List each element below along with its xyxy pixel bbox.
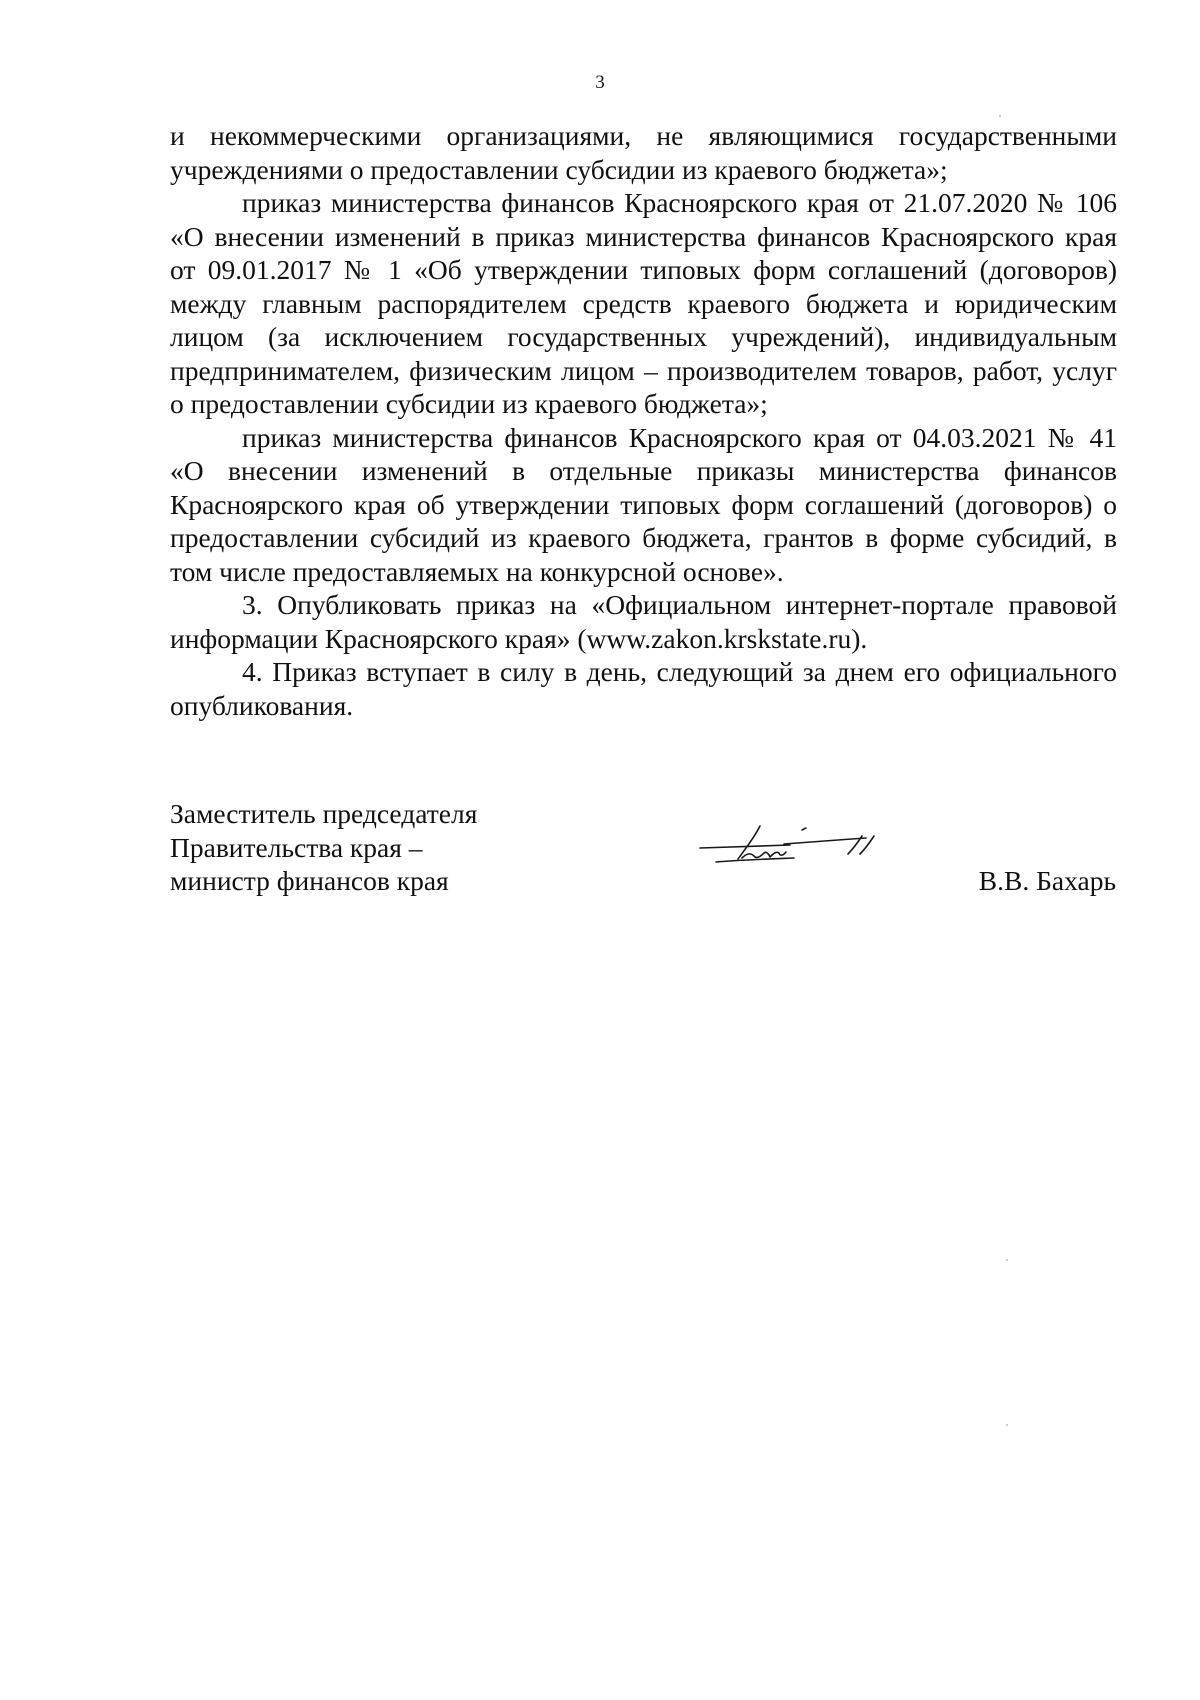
page-number: 3	[595, 72, 605, 93]
signatory-position-line: Заместитель председателя	[170, 798, 478, 829]
paragraph: приказ министерства финансов Красноярского края от 21.07.2020 № 106 «О внесении изменений в приказ министерства финансов Красноярского края от 09.01.2017 № 1 «Об утверждении типовых форм соглашений (договоров) между главным распорядителем средств краевого бюджета и юридическим лицом (за исключением государственных учреждений), индивидуальным предпринимателем, физическим лицом – производителем товаров, работ, услуг о предоставлении субсидии из краевого бюджета»;	[170, 187, 1117, 419]
signatory-name: В.В. Бахарь	[978, 865, 1116, 896]
paragraph: и некоммерческими организациями, не являющимися государственными учреждениями о предоставлении субсидии из краевого бюджета»;	[170, 120, 1117, 185]
signatory-position-line: министр финансов края	[170, 865, 449, 896]
signatory-position-line: Правительства края –	[170, 831, 423, 863]
scan-dot	[1006, 1259, 1008, 1261]
document-body	[170, 119, 1117, 722]
scan-dot	[1006, 1424, 1008, 1426]
paragraph: 3. Опубликовать приказ на «Официальном интернет-портале правовой информации Красноярского края» (www.zakon.krskstate.ru).	[170, 589, 1117, 654]
handwritten-signature	[698, 818, 898, 874]
paragraph: приказ министерства финансов Красноярского края от 04.03.2021 № 41 «О внесении изменений в отдельные приказы министерства финансов Красноярского края об утверждении типовых форм соглашений (договоров) о предоставлении субсидий из краевого бюджета, грантов в форме субсидий, в том числе предоставляемых на конкурсной основе».	[170, 421, 1117, 587]
scan-dot	[999, 115, 1001, 117]
paragraph: 4. Приказ вступает в силу в день, следующий за днем его официального опубликования.	[170, 656, 1117, 721]
signatory-position	[170, 797, 477, 898]
